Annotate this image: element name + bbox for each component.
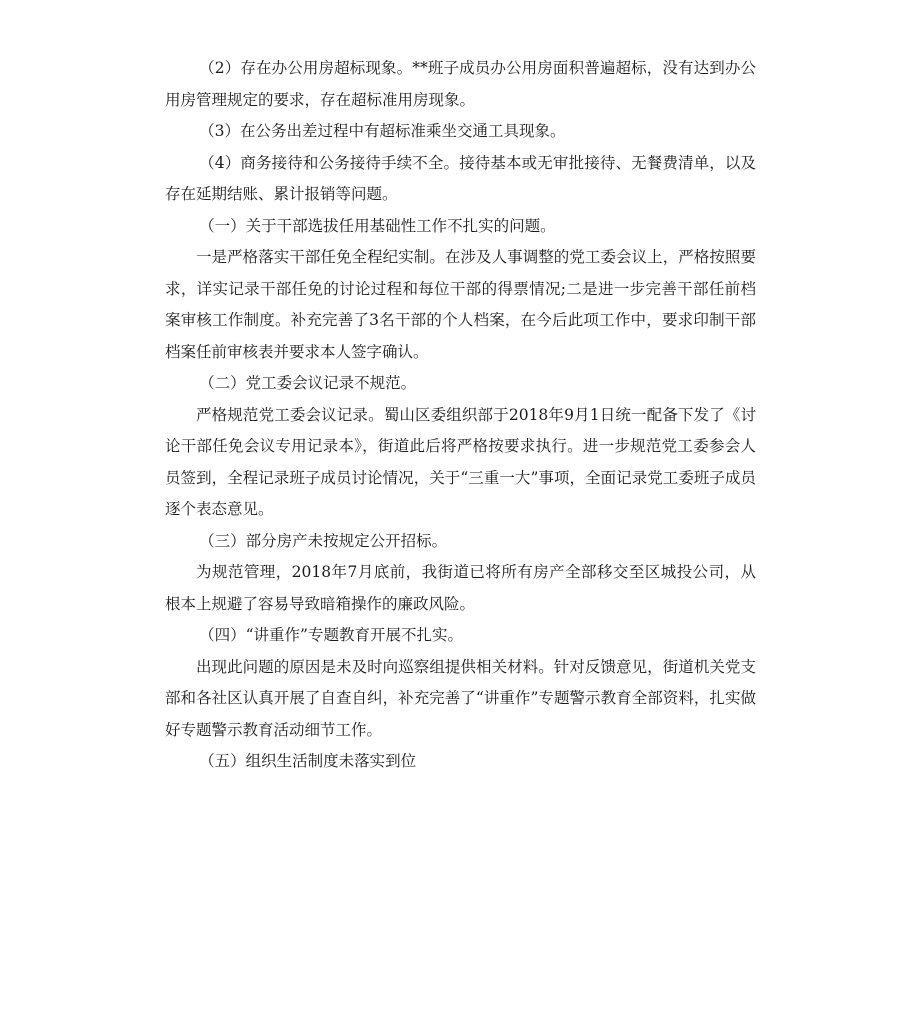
section-heading-2: （二）党工委会议记录不规范。 — [199, 374, 417, 392]
section-body-1: 一是严格落实干部任免全程纪实制。在涉及人事调整的党工委会议上，严格按照要求，详实记录干部任免的讨论过程和每位干部的得票情况;二是进一步完善干部任前档案审核工作制度。补充完善了3名干部的个人档案，在今后此项工作中，要求印制干部档案任前审核表并要求本人签字确认。 — [165, 248, 756, 361]
section-heading-1: （一）关于干部选拔任用基础性工作不扎实的问题。 — [199, 216, 556, 235]
paragraph-item-4-reception: （4）商务接待和公务接待手续不全。接待基本或无审批接待、无餐费清单，以及存在延期结账、累计报销等问题。 — [165, 153, 756, 203]
section-body-2: 严格规范党工委会议记录。蜀山区委组织部于2018年9月1日统一配备下发了《讨论干部任免会议专用记录本》，街道此后将严格按要求执行。进一步规范党工委参会人员签到，全程记录班子成员讨论情况，关于“三重一大”事项，全面记录党工委班子成员逐个表态意见。 — [165, 405, 756, 518]
section-heading-4: （四）“讲重作”专题教育开展不扎实。 — [199, 626, 463, 644]
paragraph-item-3-travel: （3）在公务出差过程中有超标准乘坐交通工具现象。 — [199, 122, 566, 140]
section-heading-3: （三）部分房产未按规定公开招标。 — [199, 531, 448, 550]
paragraph-item-2-office-space: （2）存在办公用房超标现象。**班子成员办公用房面积普遍超标，没有达到办公用房管理规定的要求，存在超标准用房现象。 — [165, 59, 756, 109]
section-body-4: 出现此问题的原因是未及时向巡察组提供相关材料。针对反馈意见，街道机关党支部和各社区认真开展了自查自纠，补充完善了“讲重作”专题警示教育全部资料，扎实做好专题警示教育活动细节工作。 — [165, 657, 756, 739]
document-body — [165, 53, 756, 778]
section-body-3: 为规范管理，2018年7月底前，我街道已将所有房产全部移交至区城投公司，从根本上规避了容易导致暗箱操作的廉政风险。 — [165, 563, 756, 613]
section-heading-5: （五）组织生活制度未落实到位 — [199, 752, 417, 770]
